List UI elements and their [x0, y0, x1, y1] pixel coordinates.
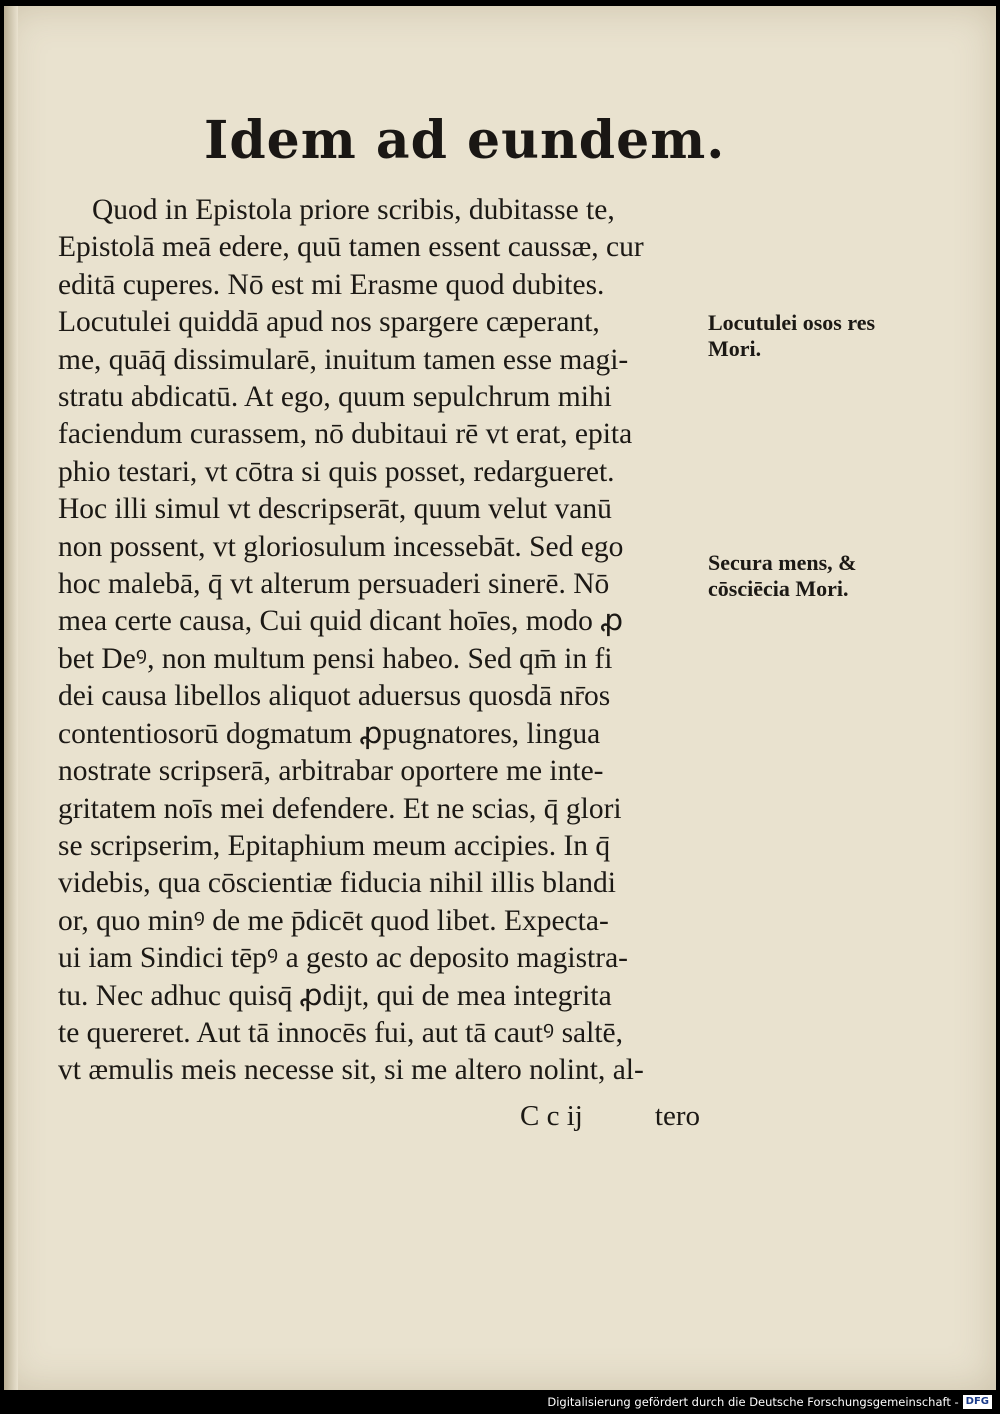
text-line: faciendum curassem, nō dubitaui rē vt erat, epita [58, 418, 633, 451]
page-heading: Idem ad eundem. [204, 110, 726, 171]
text-line: tu. Nec adhuc quisq̄ ꝓdijt, qui de mea integrita [58, 979, 612, 1012]
text-line: me, quāq̄ dissimularē, inuitum tamen esse magi- [58, 343, 629, 376]
text-line: vt æmulis meis necesse sit, si me altero nolint, al- [58, 1054, 644, 1087]
catchword-line [520, 1100, 700, 1133]
text-line: bet Deꝰ, non multum pensi habeo. Sed qm̄ in fi [58, 642, 613, 675]
text-line: non possent, vt gloriosulum incessebāt. Sed ego [58, 530, 624, 563]
text-line: hoc malebā, q̄ vt alterum persuaderi sinerē. Nō [58, 568, 610, 601]
text-line: te quereret. Aut tā innocēs fui, aut tā cautꝰ saltē, [58, 1016, 623, 1049]
catchword: tero [654, 1100, 700, 1132]
text-line: editā cuperes. Nō est mi Erasme quod dubites. [58, 268, 605, 301]
text-line: contentiosorū dogmatum ꝓpugnatores, lingua [58, 717, 601, 750]
text-line: stratu abdicatū. At ego, quum sepulchrum mihi [58, 381, 612, 414]
text-line: Hoc illi simul vt descripserāt, quum velut vanū [58, 493, 612, 526]
digitization-footer [547, 1395, 992, 1409]
margin-note-1: Locutulei osos res Mori. [708, 310, 876, 361]
book-page [4, 6, 996, 1390]
text-line: Locutulei quiddā apud nos spargere cæperant, [58, 306, 600, 339]
text-line: nostrate scripserā, arbitrabar oportere me inte- [58, 755, 604, 788]
signature-mark: C c ij [520, 1100, 583, 1132]
page-gutter [4, 6, 18, 1390]
footer-text: Digitalisierung gefördert durch die Deutsche Forschungsgemeinschaft - [547, 1395, 959, 1409]
text-line: Epistolā meā edere, quū tamen essent caussæ, cur [58, 231, 644, 264]
text-line: videbis, qua cōscientiæ fiducia nihil illis blandi [58, 867, 616, 900]
text-line: ui iam Sindici tēpꝰ a gesto ac deposito magistra- [58, 942, 628, 975]
text-line: dei causa libellos aliquot aduersus quosdā nr̄os [58, 680, 611, 713]
text-line: se scripserim, Epitaphium meum accipies. In q̄ [58, 829, 611, 862]
dfg-logo: DFG [963, 1395, 992, 1409]
text-line: or, quo minꝰ de me p̄dicēt quod libet. Expecta- [58, 904, 609, 937]
margin-note-2: Secura mens, & cōsciēcia Mori. [708, 550, 857, 601]
text-line: gritatem noīs mei defendere. Et ne scias, q̄ glori [58, 792, 622, 825]
text-line: Quod in Epistola priore scribis, dubitasse te, [92, 194, 615, 226]
text-line: phio testari, vt cōtra si quis posset, redargueret. [58, 455, 615, 488]
text-line: mea certe causa, Cui quid dicant hoīes, modo ꝓ [58, 605, 624, 638]
body-text [58, 192, 708, 1090]
